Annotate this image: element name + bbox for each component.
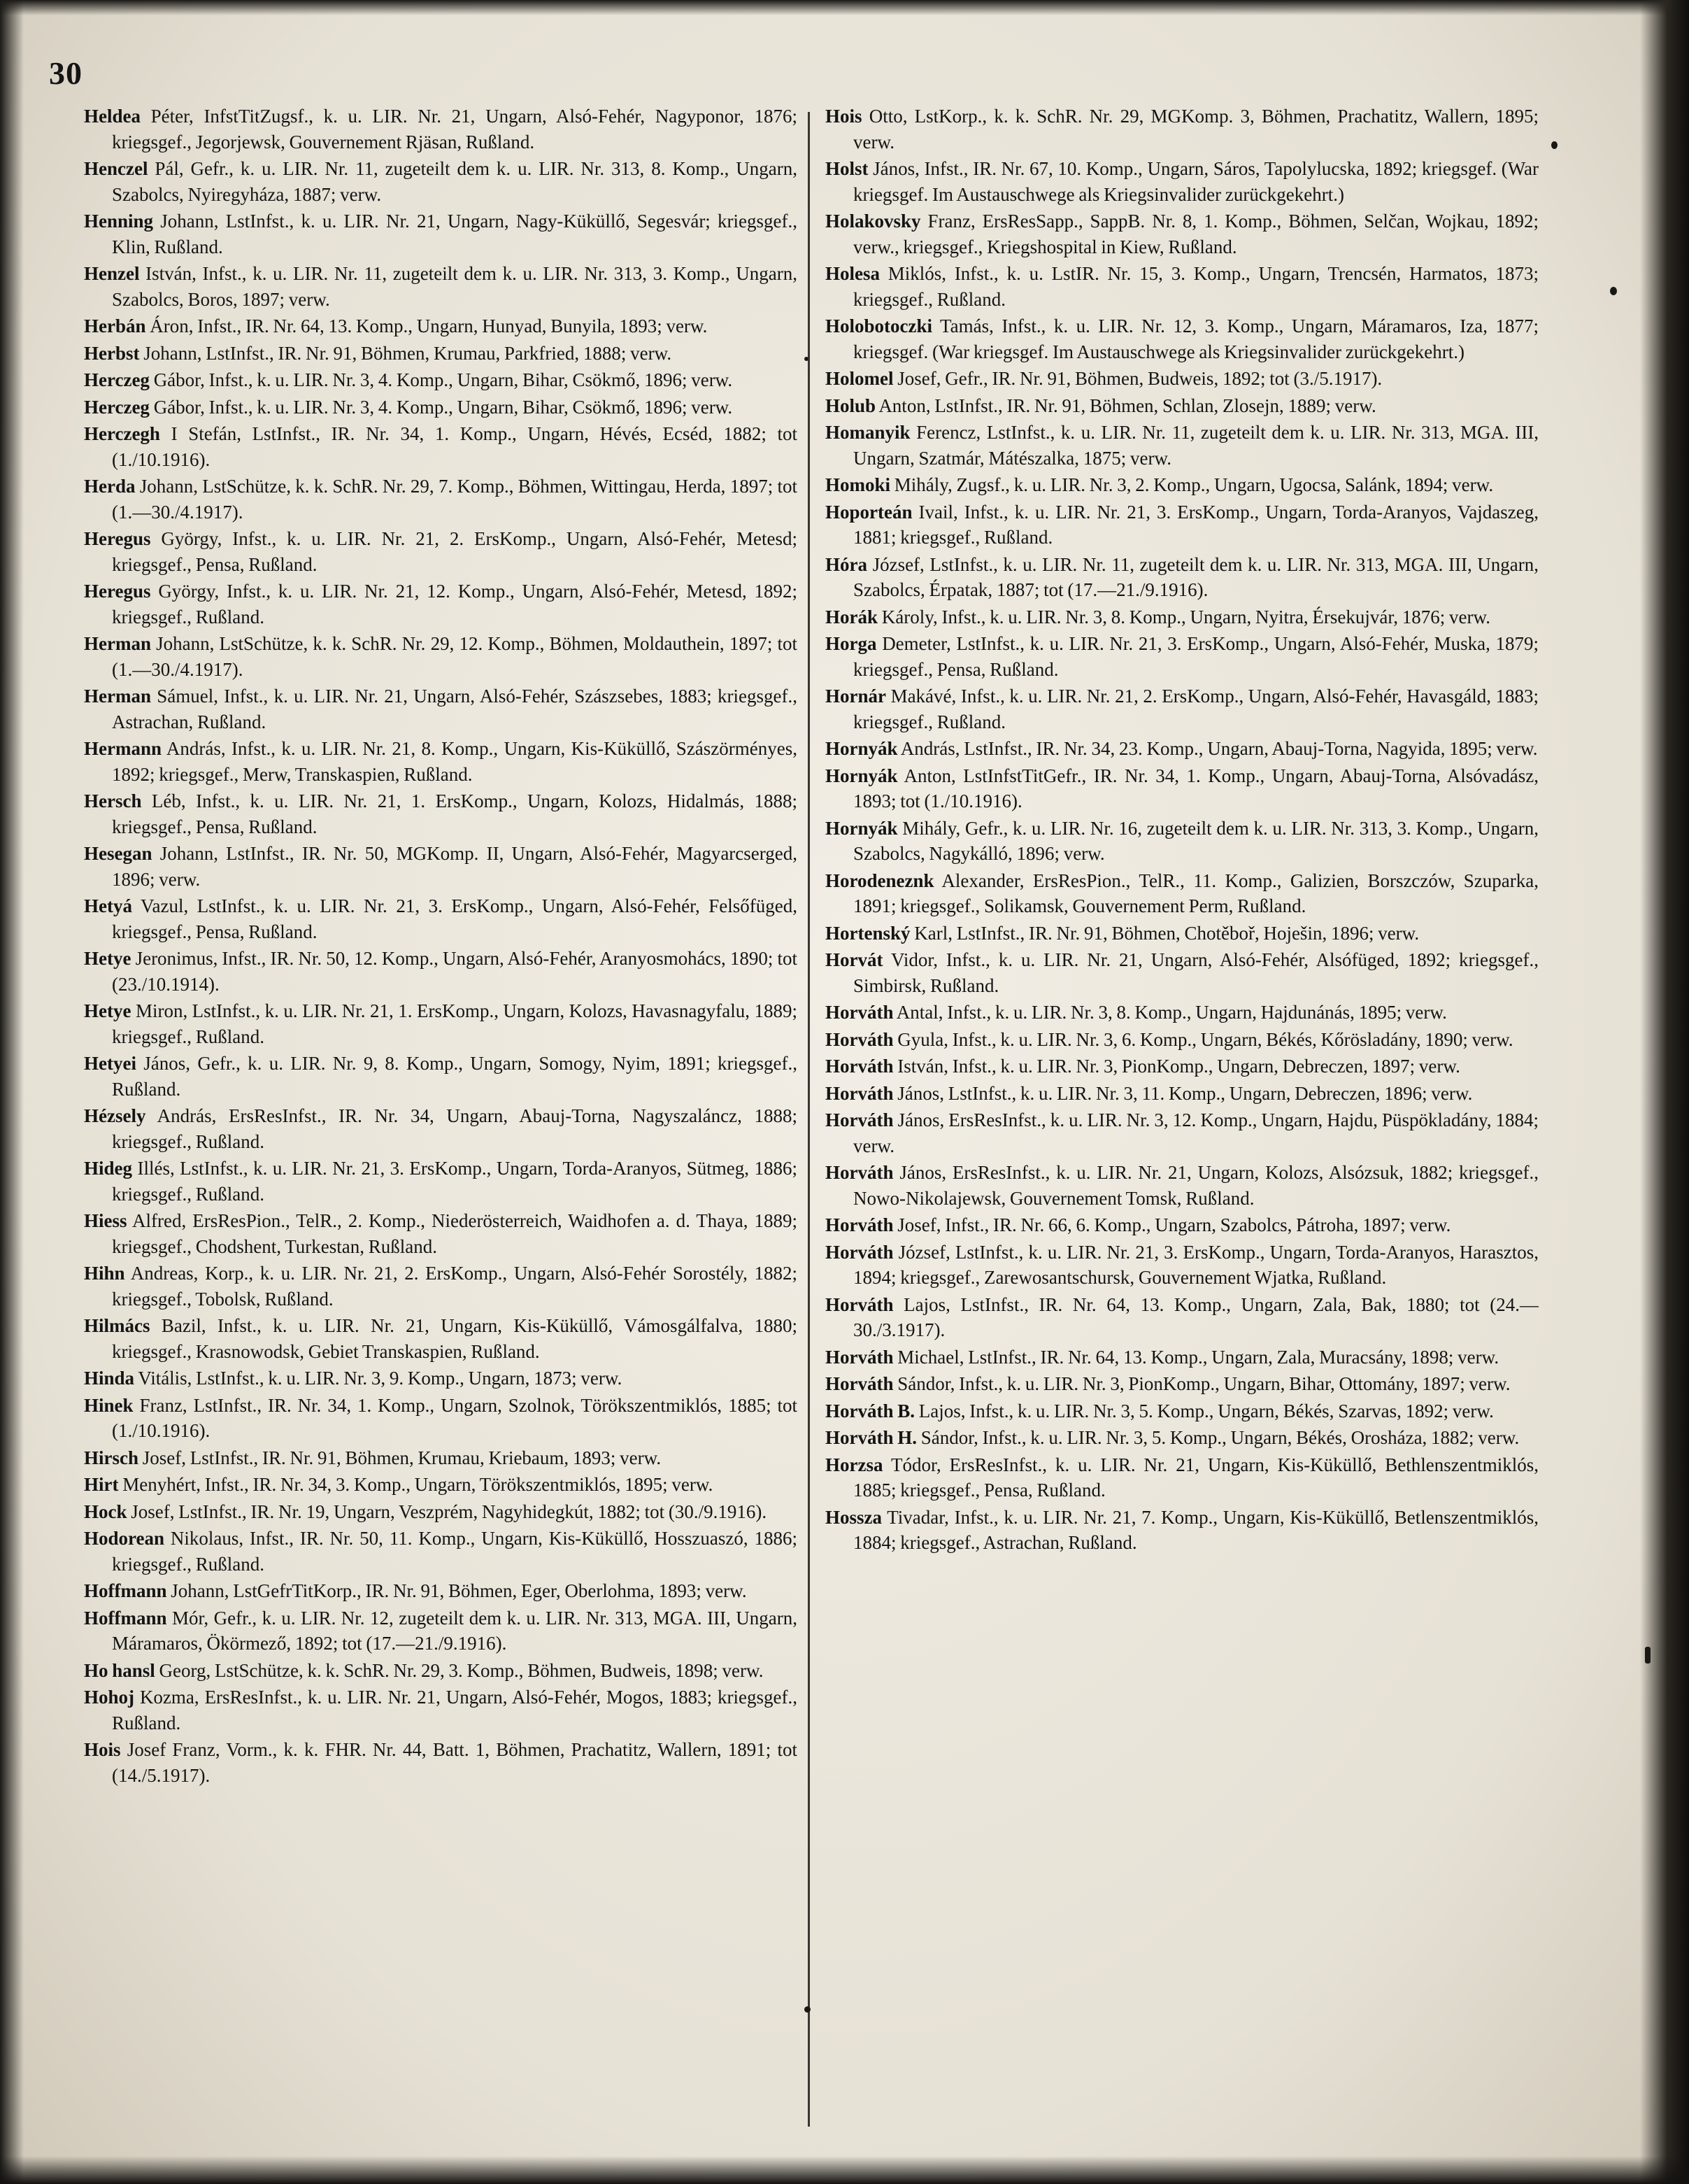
- list-entry: [825, 1240, 1539, 1291]
- entry-details: Sándor, Infst., k. u. LIR. Nr. 3, 5. Komp., Ungarn, Békés, Orosháza, 1882; verw.: [920, 1427, 1520, 1448]
- entry-details: I Stefán, LstInfst., IR. Nr. 34, 1. Komp., Ungarn, Hévés, Ecséd, 1882; tot (1./10.1916).: [112, 423, 797, 470]
- entry-details: András, LstInfst., IR. Nr. 34, 23. Komp., Ungarn, Abauj-Torna, Nagyida, 1895; verw.: [900, 738, 1538, 759]
- entry-surname: Horváth: [825, 1373, 894, 1394]
- entry-details: Péter, InfstTitZugsf., k. u. LIR. Nr. 21, Ungarn, Alsó-Fehér, Nagyponor, 1876; kriegsgef., Jegorjewsk, Gouvernement Rjäsan, Rußland.: [112, 106, 797, 153]
- entry-details: Makávé, Infst., k. u. LIR. Nr. 21, 2. ErsKomp., Ungarn, Alsó-Fehér, Havasgáld, 1883; kriegsgef., Rußland.: [853, 686, 1539, 732]
- list-entry: [84, 156, 797, 207]
- entry-details: Karl, LstInfst., IR. Nr. 91, Böhmen, Chotěboř, Hoješin, 1896; verw.: [914, 922, 1420, 944]
- list-entry: [84, 1578, 797, 1604]
- list-entry: [84, 1156, 797, 1207]
- entry-surname: Hois: [84, 1739, 121, 1760]
- list-entry: [825, 1345, 1539, 1370]
- entry-details: Áron, Infst., IR. Nr. 64, 13. Komp., Ungarn, Hunyad, Bunyila, 1893; verw.: [150, 315, 708, 336]
- entry-details: Anton, LstInfst., IR. Nr. 91, Böhmen, Schlan, Zlosejn, 1889; verw.: [878, 395, 1376, 416]
- entry-details: Anton, LstInfstTitGefr., IR. Nr. 34, 1. Komp., Ungarn, Abauj-Torna, Alsóvadász, 1893; tot (1./10.1916).: [853, 765, 1539, 811]
- list-entry: [84, 367, 797, 393]
- column-divider: [808, 112, 810, 2127]
- ink-speck: [1645, 1647, 1651, 1664]
- list-entry: [84, 631, 797, 682]
- entry-details: Kozma, ErsResInfst., k. u. LIR. Nr. 21, Ungarn, Alsó-Fehér, Mogos, 1883; kriegsgef., Rußland.: [112, 1687, 797, 1733]
- entry-details: Antal, Infst., k. u. LIR. Nr. 3, 8. Komp., Ungarn, Hajdunánás, 1895; verw.: [896, 1002, 1447, 1023]
- list-entry: [84, 1313, 797, 1364]
- list-entry: [825, 420, 1539, 471]
- entry-details: Mór, Gefr., k. u. LIR. Nr. 12, zugeteilt dem k. u. LIR. Nr. 313, MGA. III, Ungarn, Máramaros, Ökörmező, 1892; tot (17.—21./9.1916).: [112, 1607, 797, 1654]
- list-entry: [825, 1505, 1539, 1556]
- list-entry: [84, 341, 797, 367]
- list-entry: [825, 1107, 1539, 1158]
- list-entry: [825, 552, 1539, 603]
- list-entry: [825, 683, 1539, 735]
- entry-surname: Hilmács: [84, 1315, 150, 1336]
- list-entry: [84, 1737, 797, 1788]
- entry-surname: Henning: [84, 211, 154, 232]
- entry-surname: Herczeg: [84, 396, 150, 418]
- list-entry: [84, 395, 797, 420]
- entry-details: Tódor, ErsResInfst., k. u. LIR. Nr. 21, Ungarn, Kis-Küküllő, Bethlenszentmiklós, 1885; kriegsgef., Pensa, Rußland.: [853, 1454, 1539, 1501]
- list-entry: [84, 1499, 797, 1525]
- list-entry: [84, 893, 797, 944]
- entry-surname: Horzsa: [825, 1454, 883, 1475]
- entry-details: Mihály, Zugsf., k. u. LIR. Nr. 3, 2. Komp., Ungarn, Ugocsa, Salánk, 1894; verw.: [894, 474, 1494, 495]
- entry-surname: Hirsch: [84, 1447, 138, 1468]
- list-entry: [825, 472, 1539, 498]
- scan-edge-right: [1640, 0, 1689, 2184]
- list-entry: [84, 1103, 797, 1154]
- entry-surname: Hirt: [84, 1474, 119, 1495]
- entry-details: Károly, Infst., k. u. LIR. Nr. 3, 8. Komp., Ungarn, Nyitra, Érsekujvár, 1876; verw.: [881, 606, 1491, 627]
- entry-details: Johann, LstGefrTitKorp., IR. Nr. 91, Böhmen, Eger, Oberlohma, 1893; verw.: [171, 1580, 747, 1601]
- entry-surname: Horváth: [825, 1028, 894, 1050]
- ink-speck: [1610, 287, 1617, 295]
- entry-details: Illés, LstInfst., k. u. LIR. Nr. 21, 3. ErsKomp., Ungarn, Torda-Aranyos, Sütmeg, 1886; kriegsgef., Rußland.: [112, 1158, 797, 1205]
- entry-surname: Hetyei: [84, 1053, 136, 1074]
- entry-details: Ferencz, LstInfst., k. u. LIR. Nr. 11, zugeteilt dem k. u. LIR. Nr. 313, MGA. III, Ungarn, Szatmár, Mátészalka, 1875; verw.: [853, 422, 1539, 469]
- entry-details: József, LstInfst., k. u. LIR. Nr. 21, 3. ErsKomp., Ungarn, Torda-Aranyos, Harasztos, 1894; kriegsgef., Zarewosantschursk, Gouvernement Wjatka, Rußland.: [853, 1241, 1539, 1288]
- entry-surname: Hoporteán: [825, 501, 913, 523]
- list-entry: [825, 1160, 1539, 1211]
- entry-surname: Hesegan: [84, 843, 152, 864]
- entry-surname: Hornyák: [825, 765, 898, 786]
- entry-surname: Hiess: [84, 1210, 127, 1231]
- entry-details: Johann, LstInfst., IR. Nr. 91, Böhmen, Krumau, Parkfried, 1888; verw.: [143, 342, 672, 364]
- entry-surname: Hortenský: [825, 922, 911, 944]
- entry-surname: Hetyá: [84, 895, 132, 916]
- list-entry: [825, 261, 1539, 312]
- entry-surname: Hideg: [84, 1158, 133, 1179]
- list-entry: [825, 104, 1539, 155]
- list-entry: [84, 579, 797, 630]
- list-entry: [84, 421, 797, 472]
- entry-surname: Hóra: [825, 553, 867, 575]
- entry-details: Josef Franz, Vorm., k. k. FHR. Nr. 44, Batt. 1, Böhmen, Prachatitz, Wallern, 1891; tot (14./5.1917).: [112, 1739, 797, 1786]
- entry-surname: Henczel: [84, 158, 148, 179]
- entry-surname: Hoffmann: [84, 1580, 167, 1601]
- entry-details: György, Infst., k. u. LIR. Nr. 21, 12. Komp., Ungarn, Alsó-Fehér, Metesd, 1892; kriegsgef., Rußland.: [112, 581, 797, 627]
- list-entry: [825, 1452, 1539, 1503]
- entry-surname: Hock: [84, 1501, 127, 1522]
- entry-surname: Horváth: [825, 1162, 894, 1183]
- entry-details: Josef, Gefr., IR. Nr. 91, Böhmen, Budweis, 1892; tot (3./5.1917).: [897, 368, 1383, 389]
- entry-surname: Holakovsky: [825, 211, 921, 232]
- entry-details: Lajos, LstInfst., IR. Nr. 64, 13. Komp., Ungarn, Zala, Bak, 1880; tot (24.—30./3.1917).: [853, 1293, 1539, 1340]
- entry-surname: Hodorean: [84, 1528, 165, 1549]
- entry-details: Otto, LstKorp., k. k. SchR. Nr. 29, MGKomp. 3, Böhmen, Prachatitz, Wallern, 1895; verw.: [853, 106, 1539, 153]
- list-entry: [84, 1605, 797, 1657]
- entry-surname: Horvát: [825, 949, 883, 970]
- entry-surname: Horváth H.: [825, 1427, 917, 1448]
- list-entry: [825, 1027, 1539, 1053]
- list-entry: [825, 313, 1539, 364]
- list-entry: [84, 261, 797, 312]
- entry-surname: Horváth B.: [825, 1400, 915, 1421]
- list-entry: [825, 393, 1539, 419]
- list-entry: [84, 313, 797, 339]
- ink-speck: [1551, 141, 1558, 149]
- list-entry: [825, 499, 1539, 551]
- entry-details: Léb, Infst., k. u. LIR. Nr. 21, 1. ErsKomp., Ungarn, Kolozs, Hidalmás, 1888; kriegsgef., Pensa, Rußland.: [112, 790, 797, 837]
- entry-surname: Horváth: [825, 1214, 894, 1235]
- entry-surname: Heldea: [84, 106, 141, 127]
- entry-details: Johann, LstInfst., IR. Nr. 50, MGKomp. II, Ungarn, Alsó-Fehér, Magyarcserged, 1896; verw.: [112, 843, 797, 890]
- entry-details: Gábor, Infst., k. u. LIR. Nr. 3, 4. Komp., Ungarn, Bihar, Csökmő, 1896; verw.: [153, 396, 733, 418]
- list-entry: [825, 736, 1539, 762]
- left-column: [84, 104, 797, 2139]
- entry-surname: Holesa: [825, 263, 880, 284]
- entry-surname: Herman: [84, 686, 151, 707]
- entry-surname: Herczeg: [84, 369, 150, 390]
- entry-surname: Herda: [84, 476, 136, 497]
- list-entry: [84, 1658, 797, 1684]
- entry-details: Miklós, Infst., k. u. LstIR. Nr. 15, 3. Komp., Ungarn, Trencsén, Harmatos, 1873; kriegsgef., Rußland.: [853, 263, 1539, 310]
- entry-details: Tivadar, Infst., k. u. LIR. Nr. 21, 7. Komp., Ungarn, Kis-Küküllő, Betlenszentmiklós, 1884; kriegsgef., Astrachan, Rußland.: [853, 1506, 1539, 1553]
- entry-details: György, Infst., k. u. LIR. Nr. 21, 2. ErsKomp., Ungarn, Alsó-Fehér, Metesd; kriegsgef., Pensa, Rußland.: [112, 528, 797, 575]
- entry-details: Pál, Gefr., k. u. LIR. Nr. 11, zugeteilt dem k. u. LIR. Nr. 313, 8. Komp., Ungarn, Szabolcs, Nyiregyháza, 1887; verw.: [112, 158, 797, 205]
- entry-surname: Holst: [825, 158, 869, 179]
- list-entry: [825, 763, 1539, 814]
- entry-details: József, LstInfst., k. u. LIR. Nr. 11, zugeteilt dem k. u. LIR. Nr. 313, MGA. III, Ungarn, Szabolcs, Érpatak, 1887; tot (17.—21./9.1916).: [853, 553, 1539, 600]
- entry-surname: Homanyik: [825, 422, 911, 443]
- list-entry: [84, 683, 797, 735]
- entry-surname: Hinek: [84, 1394, 134, 1416]
- entry-surname: Horga: [825, 633, 877, 654]
- entry-details: Sámuel, Infst., k. u. LIR. Nr. 21, Ungarn, Alsó-Fehér, Szászsebes, 1883; kriegsgef., Astrachan, Rußland.: [112, 686, 797, 732]
- list-entry: [825, 1081, 1539, 1107]
- list-entry: [84, 208, 797, 260]
- entry-details: Georg, LstSchütze, k. k. SchR. Nr. 29, 3. Komp., Böhmen, Budweis, 1898; verw.: [159, 1659, 764, 1681]
- scan-edge-bottom: [0, 2156, 1689, 2184]
- entry-surname: Horváth: [825, 1293, 894, 1315]
- list-entry: [825, 156, 1539, 207]
- list-entry: [825, 631, 1539, 682]
- entry-details: Gábor, Infst., k. u. LIR. Nr. 3, 4. Komp., Ungarn, Bihar, Csökmő, 1896; verw.: [153, 369, 733, 390]
- entry-surname: Hézsely: [84, 1105, 146, 1126]
- entry-details: István, Infst., k. u. LIR. Nr. 11, zugeteilt dem k. u. LIR. Nr. 313, 3. Komp., Ungarn, Szabolcs, Boros, 1897; verw.: [112, 263, 797, 310]
- entry-surname: Herbán: [84, 315, 146, 336]
- entry-details: Miron, LstInfst., k. u. LIR. Nr. 21, 1. ErsKomp., Ungarn, Kolozs, Havasnagyfalu, 1889; kriegsgef., Rußland.: [112, 1000, 797, 1047]
- entry-surname: Horák: [825, 606, 878, 627]
- entry-details: Vitális, LstInfst., k. u. LIR. Nr. 3, 9. Komp., Ungarn, 1873; verw.: [138, 1368, 622, 1389]
- list-entry: [84, 104, 797, 155]
- entry-details: Menyhért, Infst., IR. Nr. 34, 3. Komp., Ungarn, Törökszentmiklós, 1895; verw.: [122, 1474, 713, 1495]
- entry-details: Franz, ErsResSapp., SappB. Nr. 8, 1. Komp., Böhmen, Selčan, Wojkau, 1892; verw., kriegsgef., Kriegshospital in Kiew, Rußland.: [853, 211, 1539, 257]
- list-entry: [825, 1398, 1539, 1424]
- entry-surname: Horodeneznk: [825, 870, 934, 891]
- entry-surname: Horváth: [825, 1056, 894, 1077]
- list-entry: [825, 868, 1539, 919]
- list-entry: [825, 1425, 1539, 1451]
- entry-details: Nikolaus, Infst., IR. Nr. 50, 11. Komp., Ungarn, Kis-Küküllő, Hosszuaszó, 1886; kriegsgef., Rußland.: [112, 1528, 797, 1575]
- list-entry: [84, 946, 797, 997]
- entry-surname: Horváth: [825, 1082, 894, 1104]
- list-entry: [84, 1208, 797, 1259]
- list-entry: [84, 1445, 797, 1471]
- entry-details: Jeronimus, Infst., IR. Nr. 50, 12. Komp., Ungarn, Alsó-Fehér, Aranyosmohács, 1890; tot (23./10.1914).: [112, 948, 797, 995]
- entry-details: Andreas, Korp., k. u. LIR. Nr. 21, 2. ErsKomp., Ungarn, Alsó-Fehér Sorostély, 1882; kriegsgef., Tobolsk, Rußland.: [112, 1263, 797, 1310]
- list-entry: [84, 841, 797, 892]
- entry-details: András, ErsResInfst., IR. Nr. 34, Ungarn, Abauj-Torna, Nagyszaláncz, 1888; kriegsgef., Rußland.: [112, 1105, 797, 1152]
- entry-surname: Ho hansl: [84, 1659, 155, 1681]
- entry-surname: Henzel: [84, 263, 140, 284]
- entry-details: Lajos, Infst., k. u. LIR. Nr. 3, 5. Komp., Ungarn, Békés, Szarvas, 1892; verw.: [918, 1400, 1494, 1421]
- list-entry: [825, 1371, 1539, 1397]
- entry-details: András, Infst., k. u. LIR. Nr. 21, 8. Komp., Ungarn, Kis-Küküllő, Szászörményes, 1892; kriegsgef., Merw, Transkaspien, Rußland.: [112, 738, 797, 785]
- entry-surname: Holobotoczki: [825, 315, 932, 336]
- entry-surname: Hohoj: [84, 1687, 135, 1708]
- entry-details: István, Infst., k. u. LIR. Nr. 3, PionKomp., Ungarn, Debreczen, 1897; verw.: [897, 1056, 1460, 1077]
- list-entry: [84, 1051, 797, 1102]
- entry-surname: Holomel: [825, 368, 894, 389]
- list-entry: [825, 947, 1539, 998]
- list-entry: [84, 736, 797, 787]
- entry-details: János, ErsResInfst., k. u. LIR. Nr. 21, Ungarn, Kolozs, Alsózsuk, 1882; kriegsgef., Nowo-Nikolajewsk, Gouvernement Tomsk, Rußland.: [853, 1162, 1539, 1209]
- entry-surname: Hetye: [84, 948, 131, 969]
- entry-surname: Herman: [84, 633, 151, 654]
- entry-details: Johann, LstSchütze, k. k. SchR. Nr. 29, 12. Komp., Böhmen, Moldauthein, 1897; tot (1.—30./4.1917).: [112, 633, 797, 680]
- ink-speck: [804, 357, 808, 361]
- entry-details: Vazul, LstInfst., k. u. LIR. Nr. 21, 3. ErsKomp., Ungarn, Alsó-Fehér, Felsőfüged, kriegsgef., Pensa, Rußland.: [112, 895, 797, 942]
- entry-details: Michael, LstInfst., IR. Nr. 64, 13. Komp., Ungarn, Zala, Muracsány, 1898; verw.: [897, 1346, 1499, 1368]
- entry-surname: Hersch: [84, 790, 142, 811]
- list-entry: [84, 526, 797, 577]
- right-column: [825, 104, 1539, 2139]
- entry-details: Ivail, Infst., k. u. LIR. Nr. 21, 3. ErsKomp., Ungarn, Torda-Aranyos, Vajdaszeg, 1881; kriegsgef., Rußland.: [853, 501, 1539, 548]
- entry-details: Tamás, Infst., k. u. LIR. Nr. 12, 3. Komp., Ungarn, Máramaros, Iza, 1877; kriegsgef. (War kriegsgef. Im Austauschwege als Kriegsinvalider zurückgekehrt.): [853, 315, 1539, 362]
- list-entry: [84, 1366, 797, 1391]
- list-entry: [84, 1261, 797, 1312]
- list-entry: [825, 1000, 1539, 1026]
- entry-details: Gyula, Infst., k. u. LIR. Nr. 3, 6. Komp., Ungarn, Békés, Kőrösladány, 1890; verw.: [897, 1028, 1513, 1050]
- entry-details: Josef, LstInfst., IR. Nr. 19, Ungarn, Veszprém, Nagyhidegkút, 1882; tot (30./9.1916).: [131, 1501, 767, 1522]
- entry-details: Alfred, ErsResPion., TelR., 2. Komp., Niederösterreich, Waidhofen a. d. Thaya, 1889; kriegsgef., Chodshent, Turkestan, Rußland.: [112, 1210, 797, 1257]
- list-entry: [84, 1472, 797, 1498]
- entry-surname: Hermann: [84, 738, 162, 759]
- list-entry: [825, 1292, 1539, 1343]
- entry-surname: Hihn: [84, 1263, 125, 1284]
- entry-surname: Horváth: [825, 1002, 894, 1023]
- entry-surname: Horváth: [825, 1109, 894, 1130]
- entry-details: Franz, LstInfst., IR. Nr. 34, 1. Komp., Ungarn, Szolnok, Törökszentmiklós, 1885; tot (1./10.1916).: [112, 1394, 797, 1441]
- entry-surname: Holub: [825, 395, 876, 416]
- entry-details: János, ErsResInfst., k. u. LIR. Nr. 3, 12. Komp., Ungarn, Hajdu, Püspökladány, 1884; verw.: [853, 1109, 1539, 1156]
- entry-surname: Homoki: [825, 474, 891, 495]
- list-entry: [825, 816, 1539, 867]
- entry-surname: Hetye: [84, 1000, 131, 1021]
- entry-surname: Herczegh: [84, 423, 160, 444]
- entry-surname: Hoffmann: [84, 1607, 167, 1629]
- entry-details: Mihály, Gefr., k. u. LIR. Nr. 16, zugeteilt dem k. u. LIR. Nr. 313, 3. Komp., Ungarn, Szabolcs, Nagykálló, 1896; verw.: [853, 817, 1539, 864]
- entry-details: Demeter, LstInfst., k. u. LIR. Nr. 21, 3. ErsKomp., Ungarn, Alsó-Fehér, Muska, 1879; kriegsgef., Pensa, Rußland.: [853, 633, 1539, 680]
- list-entry: [825, 366, 1539, 392]
- entry-surname: Hornár: [825, 686, 886, 707]
- entry-surname: Herbst: [84, 342, 140, 364]
- entry-details: János, LstInfst., k. u. LIR. Nr. 3, 11. Komp., Ungarn, Debreczen, 1896; verw.: [897, 1082, 1473, 1104]
- entry-surname: Hossza: [825, 1506, 882, 1528]
- list-entry: [84, 788, 797, 839]
- list-entry: [825, 1212, 1539, 1238]
- entry-details: Josef, LstInfst., IR. Nr. 91, Böhmen, Krumau, Kriebaum, 1893; verw.: [142, 1447, 662, 1468]
- entry-details: Vidor, Infst., k. u. LIR. Nr. 21, Ungarn, Alsó-Fehér, Alsófüged, 1892; kriegsgef., Simbirsk, Rußland.: [853, 949, 1539, 996]
- list-entry: [84, 998, 797, 1049]
- list-entry: [84, 1526, 797, 1577]
- list-entry: [84, 1393, 797, 1444]
- scan-edge-top: [0, 0, 1689, 15]
- entry-surname: Hinda: [84, 1368, 135, 1389]
- entry-surname: Heregus: [84, 581, 151, 602]
- entry-surname: Hornyák: [825, 738, 898, 759]
- list-entry: [825, 921, 1539, 946]
- entry-surname: Horváth: [825, 1241, 894, 1263]
- entry-surname: Horváth: [825, 1346, 894, 1368]
- list-entry: [84, 1685, 797, 1736]
- entry-surname: Hois: [825, 106, 862, 127]
- entry-details: Johann, LstInfst., k. u. LIR. Nr. 21, Ungarn, Nagy-Küküllő, Segesvár; kriegsgef., Klin, Rußland.: [112, 211, 797, 257]
- list-entry: [825, 1054, 1539, 1079]
- entry-surname: Heregus: [84, 528, 151, 549]
- page-number: 30: [49, 55, 83, 91]
- scan-edge-left: [0, 0, 24, 2184]
- entry-details: Josef, Infst., IR. Nr. 66, 6. Komp., Ungarn, Szabolcs, Pátroha, 1897; verw.: [897, 1214, 1451, 1235]
- list-entry: [825, 604, 1539, 630]
- entry-details: János, Gefr., k. u. LIR. Nr. 9, 8. Komp., Ungarn, Somogy, Nyim, 1891; kriegsgef., Rußland.: [112, 1053, 797, 1100]
- entry-details: János, Infst., IR. Nr. 67, 10. Komp., Ungarn, Sáros, Tapolylucska, 1892; kriegsgef. (War kriegsgef. Im Austauschwege als Kriegsinvalider zurückgekehrt.): [853, 158, 1539, 205]
- entry-surname: Hornyák: [825, 817, 898, 839]
- ink-speck: [804, 2006, 811, 2013]
- entry-details: Alexander, ErsResPion., TelR., 11. Komp., Galizien, Borszczów, Szuparka, 1891; kriegsgef., Solikamsk, Gouvernement Perm, Rußland.: [853, 870, 1539, 916]
- entry-details: Bazil, Infst., k. u. LIR. Nr. 21, Ungarn, Kis-Küküllő, Vámosgálfalva, 1880; kriegsgef., Krasnowodsk, Gebiet Transkaspien, Rußland.: [112, 1315, 797, 1362]
- list-entry: [825, 208, 1539, 260]
- entry-details: Johann, LstSchütze, k. k. SchR. Nr. 29, 7. Komp., Böhmen, Wittingau, Herda, 1897; tot (1.—30./4.1917).: [112, 476, 797, 523]
- list-entry: [84, 474, 797, 525]
- entry-details: Sándor, Infst., k. u. LIR. Nr. 3, PionKomp., Ungarn, Bihar, Ottomány, 1897; verw.: [897, 1373, 1511, 1394]
